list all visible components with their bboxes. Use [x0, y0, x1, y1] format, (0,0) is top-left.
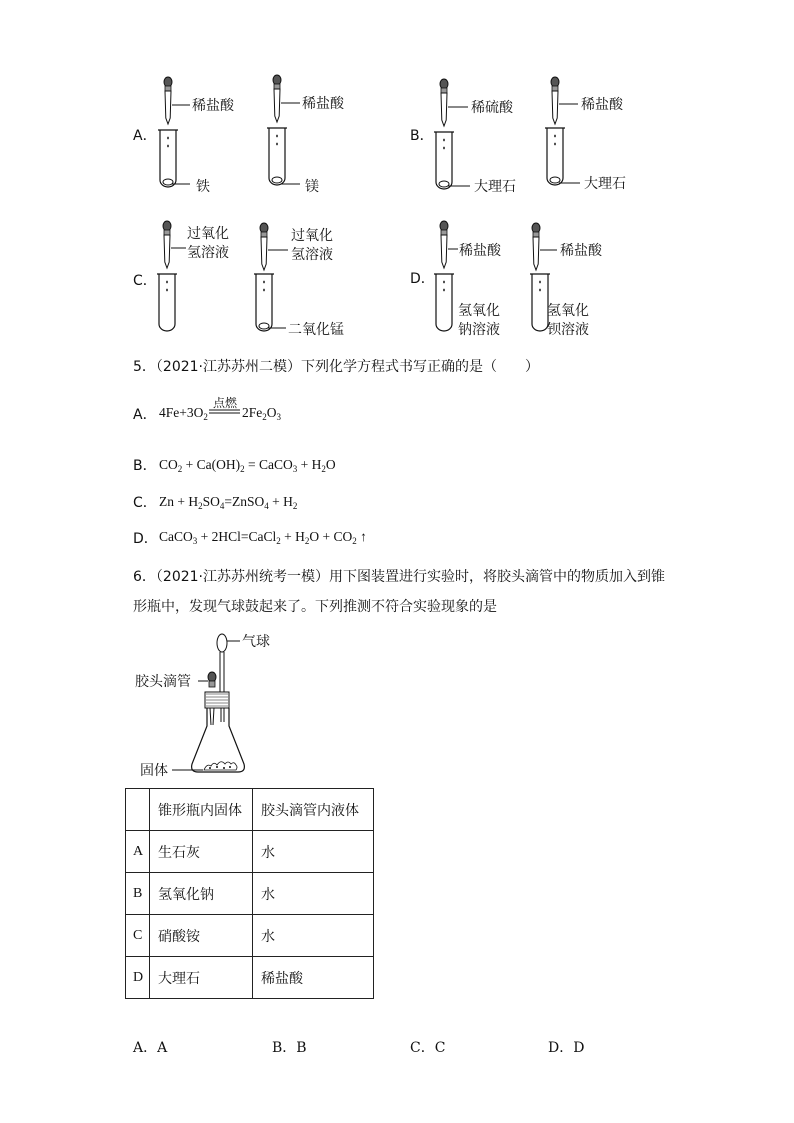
- table-row: [126, 957, 374, 999]
- table-cell: A: [126, 831, 150, 873]
- dropper-label: 稀盐酸: [302, 96, 344, 112]
- dropper-label: 稀盐酸: [192, 98, 234, 114]
- liquid-label: 钠溶液: [458, 322, 500, 338]
- option-letter: A．: [133, 128, 157, 144]
- dropper-label: 过氧化: [291, 228, 333, 244]
- question-6-stem-line2: 形瓶中，发现气球鼓起来了。下列推测不符合实验现象的是: [133, 599, 497, 615]
- table-cell: D: [126, 957, 150, 999]
- equation-c: $Zn + H_2SO_4=ZnSO_4 + H_2$: [159, 494, 298, 511]
- table-cell: 水: [253, 873, 374, 915]
- liquid-label: 氢氧化: [458, 303, 500, 319]
- table-cell: 水: [253, 831, 374, 873]
- table-cell: 氢氧化钠: [150, 873, 253, 915]
- dropper-label: 氢溶液: [187, 245, 229, 261]
- experiment-table: [125, 788, 374, 999]
- table-cell: 稀盐酸: [253, 957, 374, 999]
- option-letter: D．: [133, 531, 158, 547]
- liquid-label: 氢氧化: [547, 303, 589, 319]
- question-5-stem: 5．（2021·江苏苏州二模）下列化学方程式书写正确的是（ ）: [133, 359, 539, 375]
- table-header-row: [126, 789, 374, 831]
- dropper-label: 稀盐酸: [560, 243, 602, 259]
- table-cell: 硝酸铵: [150, 915, 253, 957]
- solid-label: 大理石: [584, 176, 626, 192]
- table-header-cell: 胶头滴管内液体: [253, 789, 374, 831]
- table-header-cell: 锥形瓶内固体: [150, 789, 253, 831]
- table-row: [126, 831, 374, 873]
- equation-b: $CO_2 + Ca(OH)_2$ = CaCO$_3$ + $H_2O$: [159, 457, 336, 474]
- dropper-label: 稀硫酸: [471, 100, 513, 116]
- solid-label: 铁: [196, 179, 210, 195]
- dropper-label: 过氧化: [187, 226, 229, 242]
- solid-label: 大理石: [474, 179, 516, 195]
- dropper-bulb-icon: [208, 672, 216, 682]
- question-6-stem-line1: 6．（2021·江苏苏州统考一模）用下图装置进行实验时，将胶头滴管中的物质加入到锥: [133, 569, 665, 585]
- solid-label: 二氧化锰: [288, 322, 344, 338]
- table-row: [126, 915, 374, 957]
- table-cell: B: [126, 873, 150, 915]
- dropper-label: 稀盐酸: [581, 97, 623, 113]
- solid-label: 镁: [305, 179, 319, 195]
- dropper-label: 氢溶液: [291, 247, 333, 263]
- option-letter: B．: [410, 128, 434, 144]
- table-cell: C: [126, 915, 150, 957]
- table-cell: 生石灰: [150, 831, 253, 873]
- option-letter: C．: [133, 495, 157, 511]
- dropper-label: 稀盐酸: [459, 243, 501, 259]
- reaction-condition: 点燃: [213, 396, 238, 410]
- answer-choice-a[interactable]: A．A: [133, 1040, 168, 1056]
- option-letter: B．: [133, 458, 157, 474]
- solid-label: 固体: [140, 763, 168, 779]
- answer-choice-d[interactable]: D．D: [548, 1040, 585, 1056]
- table-cell: 水: [253, 915, 374, 957]
- equation-a: $4Fe+3O_2$: [159, 405, 208, 422]
- balloon-label: 气球: [242, 634, 270, 650]
- equation-a-product: $2Fe_2O_3$: [242, 405, 281, 422]
- answer-choice-c[interactable]: C．C: [410, 1040, 446, 1056]
- option-letter: C．: [133, 273, 157, 289]
- option-letter: A．: [133, 407, 157, 423]
- answer-choice-b[interactable]: B．B: [272, 1040, 307, 1056]
- balloon-icon: [217, 634, 227, 652]
- option-letter: D．: [410, 271, 435, 287]
- table-header-cell: [126, 789, 150, 831]
- table-cell: 大理石: [150, 957, 253, 999]
- equation-d: CaCO$_3$ + 2HCl=CaCl$_2$ + $H_2O + CO_2$ ↑: [159, 529, 367, 546]
- dropper-label: 胶头滴管: [135, 674, 191, 690]
- liquid-label: 钡溶液: [547, 322, 589, 338]
- table-row: [126, 873, 374, 915]
